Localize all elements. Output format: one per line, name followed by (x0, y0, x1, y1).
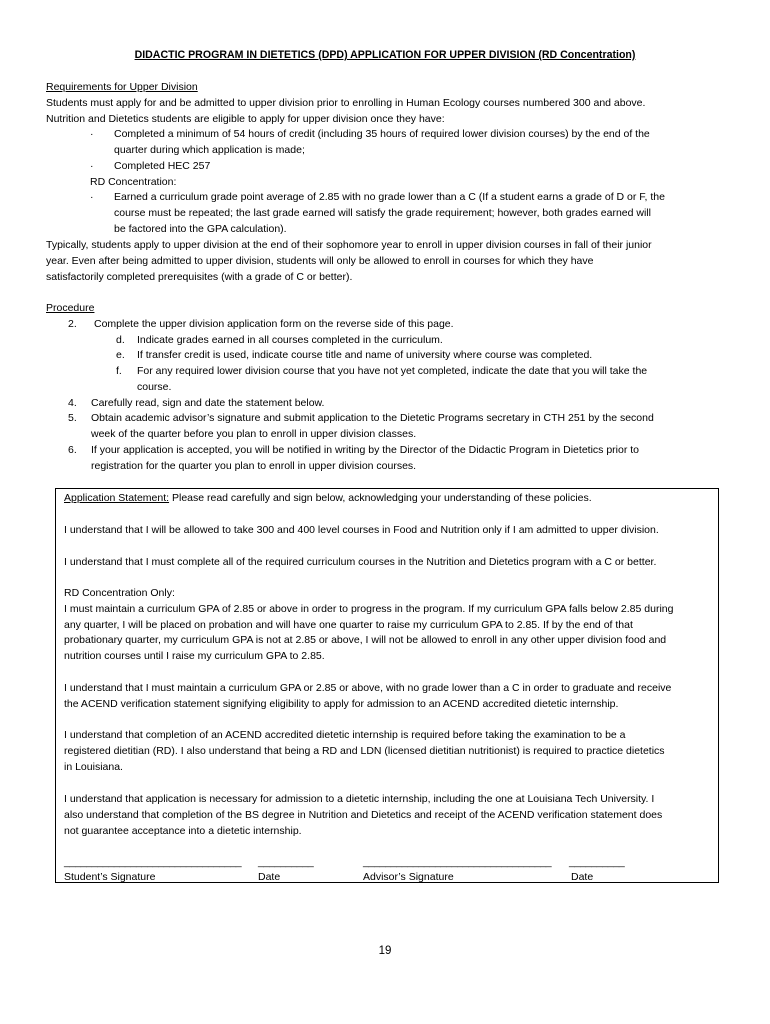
requirements-intro-line-1: Students must apply for and be admitted to upper division prior to enrolling in Human Ecology courses numbered 300 and above. (46, 96, 646, 109)
step-2-number: 2. (68, 318, 77, 330)
advisor-date-line[interactable]: __________ (569, 856, 625, 868)
typically-line-3: satisfactorily completed prerequisites (with a grade of C or better). (46, 270, 353, 283)
advisor-date-label: Date (571, 871, 594, 883)
page-number: 19 (378, 945, 392, 957)
rd-concentration-label: RD Concentration: (90, 176, 177, 188)
statement-p4-line-2: the ACEND verification statement signifying eligibility to apply for admission to an ACEND accredited dietetic internship. (64, 697, 619, 710)
statement-paragraph-6 (64, 792, 662, 839)
step-4-text: Carefully read, sign and date the statement below. (91, 397, 325, 409)
step-2-text: Complete the upper division application form on the reverse side of this page. (94, 318, 454, 330)
step-4-number: 4. (68, 397, 77, 409)
step-5-text (91, 411, 654, 443)
statement-p6-line-3: not guarantee acceptance into a dietetic internship. (64, 824, 302, 837)
statement-p4-line-1: I understand that I must maintain a curriculum GPA or 2.85 or above, with no grade lower than a C in order to graduate and receive (64, 682, 672, 694)
bullet-3-marker: · (90, 191, 94, 203)
bullet-2-text: Completed HEC 257 (114, 160, 211, 172)
step-d-letter: d. (116, 334, 125, 346)
step-5-line-2: week of the quarter before you plan to enroll in upper division classes. (91, 427, 417, 440)
statement-paragraph-3 (64, 586, 673, 665)
typically-paragraph (46, 238, 652, 285)
bullet-1-line-2: quarter during which application is made; (114, 143, 305, 156)
procedure-heading: Procedure (46, 302, 95, 314)
statement-p3-line-1: I must maintain a curriculum GPA of 2.85 or above in order to progress in the program. If my curriculum GPA falls below 2.85 during (64, 602, 674, 615)
step-e-letter: e. (116, 349, 125, 361)
requirements-heading: Requirements for Upper Division (46, 81, 198, 93)
statement-label: Application Statement: (64, 492, 170, 504)
statement-intro (64, 491, 592, 507)
bullet-1-text (114, 127, 650, 159)
bullet-3-line-3: be factored into the GPA calculation). (114, 222, 287, 235)
statement-paragraph-5 (64, 728, 665, 775)
step-e-text: If transfer credit is used, indicate course title and name of university where course was completed. (137, 349, 593, 361)
student-signature-label: Student’s Signature (64, 871, 156, 883)
statement-p5-line-3: in Louisiana. (64, 760, 123, 773)
requirements-section (46, 80, 736, 127)
step-f-letter: f. (116, 365, 122, 377)
student-signature-line[interactable]: ________________________________ (64, 856, 242, 868)
rd-concentration-only-label: RD Concentration Only: (64, 587, 175, 599)
statement-p3-line-3: probationary quarter, my curriculum GPA is not at 2.85 or above, I will not be allowed to enroll in any other upper division food and (64, 634, 667, 647)
typically-line-1: Typically, students apply to upper division at the end of their sophomore year to enroll in upper division courses in fall of their junior (46, 239, 652, 251)
page-title: DIDACTIC PROGRAM IN DIETETICS (DPD) APPLICATION FOR UPPER DIVISION (RD Concentration) (134, 49, 636, 61)
bullet-1-line-1: Completed a minimum of 54 hours of credit (including 35 hours of required lower division courses) by the end of the (114, 128, 650, 140)
statement-p3-line-2: any quarter, I will be placed on probation and will have one quarter to raise my curriculum GPA to 2.85. If by the end of that (64, 618, 633, 631)
statement-paragraph-4 (64, 681, 671, 713)
statement-paragraph-1: I understand that I will be allowed to take 300 and 400 level courses in Food and Nutrition only if I am admitted to upper division. (64, 524, 659, 536)
advisor-signature-label: Advisor’s Signature (363, 871, 454, 883)
typically-line-2: year. Even after being admitted to upper division, students will only be allowed to enroll in courses for which they have (46, 254, 594, 267)
bullet-3-line-2: course must be repeated; the last grade earned will satisfy the grade requirement; however, both grades earned will (114, 206, 651, 219)
step-6-line-2: registration for the quarter you plan to enroll in upper division courses. (91, 459, 417, 472)
statement-intro-text: Please read carefully and sign below, acknowledging your understanding of these policies. (169, 492, 592, 504)
step-f-line-2: course. (137, 380, 172, 393)
step-5-line-1: Obtain academic advisor’s signature and submit application to the Dietetic Programs secretary in CTH 251 by the second (91, 412, 654, 424)
bullet-1-marker: · (90, 128, 94, 140)
student-date-line[interactable]: __________ (258, 856, 314, 868)
bullet-3-line-1: Earned a curriculum grade point average of 2.85 with no grade lower than a C (If a student earns a grade of D or F, the (114, 191, 665, 203)
step-f-text (137, 364, 647, 396)
step-5-number: 5. (68, 412, 77, 424)
requirements-intro-line-2: Nutrition and Dietetics students are eligible to apply for upper division once they have: (46, 112, 445, 125)
step-d-text: Indicate grades earned in all courses completed in the curriculum. (137, 334, 443, 346)
student-date-label: Date (258, 871, 281, 883)
advisor-signature-line[interactable]: __________________________________ (363, 856, 552, 868)
statement-p6-line-1: I understand that application is necessary for admission to a dietetic internship, including the one at Louisiana Tech University. I (64, 793, 655, 805)
bullet-2-marker: · (90, 160, 94, 172)
statement-p6-line-2: also understand that completion of the BS degree in Nutrition and Dietetics and receipt of the ACEND verification statement does (64, 808, 663, 821)
bullet-3-text (114, 190, 665, 237)
step-6-text (91, 443, 639, 475)
statement-p5-line-2: registered dietitian (RD). I also understand that being a RD and LDN (licensed dietitian nutritionist) is required to practice dietetics (64, 744, 665, 757)
statement-p5-line-1: I understand that completion of an ACEND accredited dietetic internship is required before taking the examination to be a (64, 729, 626, 741)
statement-p3-line-4: nutrition courses until I raise my curriculum GPA to 2.85. (64, 650, 325, 663)
step-6-line-1: If your application is accepted, you will be notified in writing by the Director of the Didactic Program in Dietetics prior to (91, 444, 639, 456)
step-6-number: 6. (68, 444, 77, 456)
statement-paragraph-2: I understand that I must complete all of the required curriculum courses in the Nutrition and Dietetics program with a C or better. (64, 556, 657, 568)
step-f-line-1: For any required lower division course that you have not yet completed, indicate the date that you will take the (137, 365, 648, 377)
